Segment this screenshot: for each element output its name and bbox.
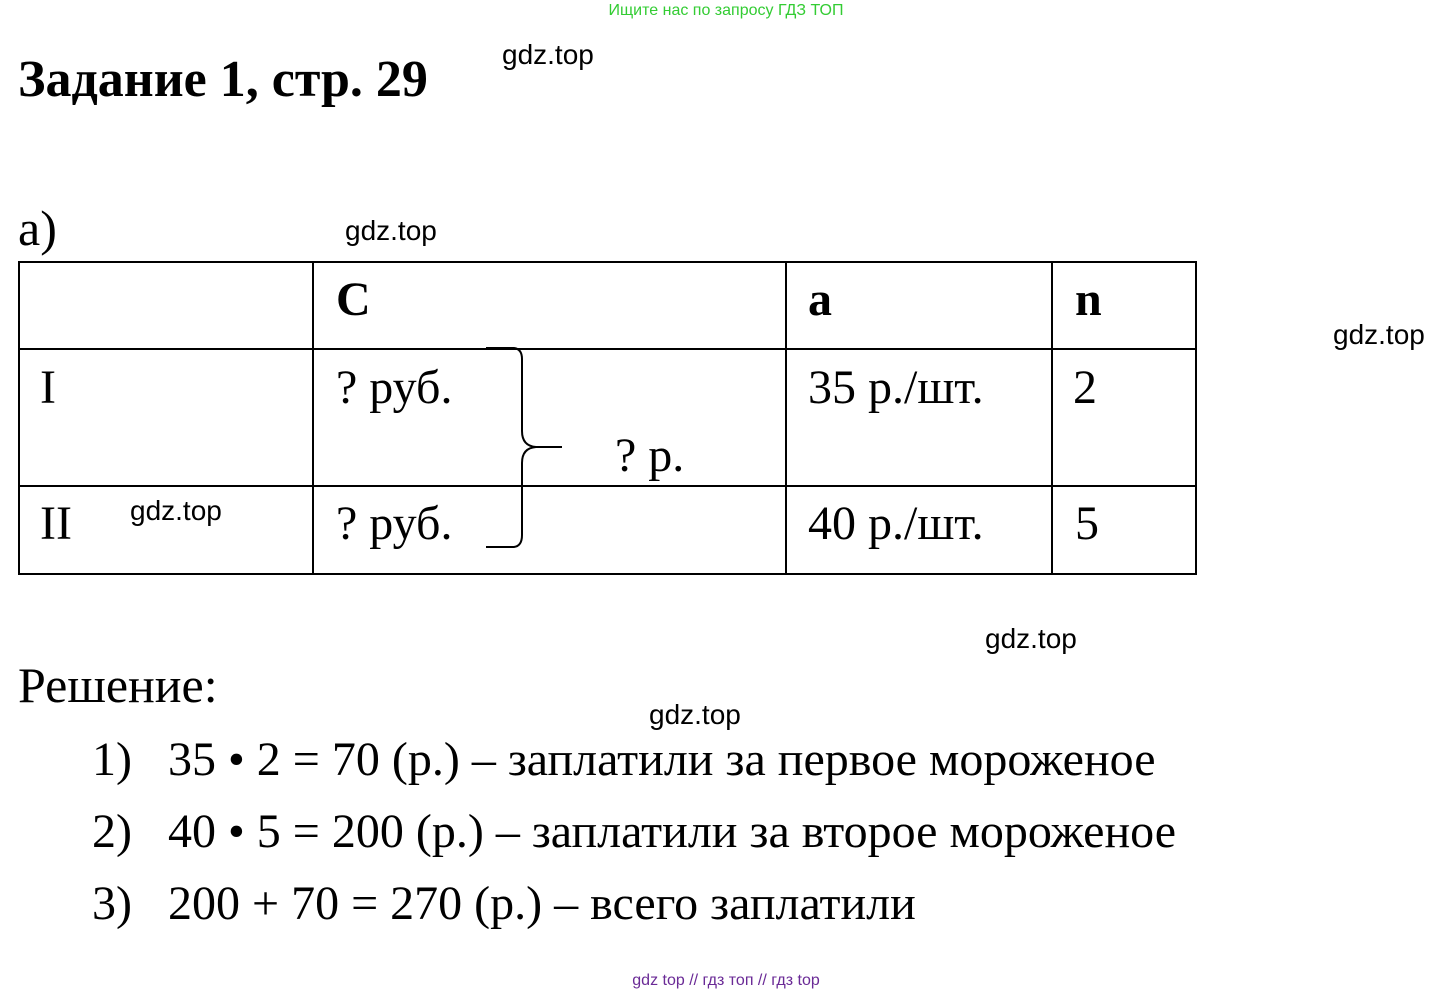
table-header-count: n	[1075, 273, 1102, 326]
table-cell-price: 40 р./шт.	[808, 497, 984, 550]
table-cell-count: 5	[1075, 497, 1099, 550]
step-text: 35 • 2 = 70 (р.) – заплатили за первое мороженое	[168, 733, 1156, 786]
footer-links[interactable]: gdz top // гдз топ // гдз top	[632, 972, 820, 989]
table-border-right	[1195, 261, 1197, 575]
watermark: gdz.top	[649, 699, 741, 730]
brace-total-label: ? р.	[615, 429, 685, 482]
watermark: gdz.top	[502, 39, 594, 70]
step-text: 40 • 5 = 200 (р.) – заплатили за второе мороженое	[168, 805, 1177, 858]
top-banner: Ищите нас по запросу ГДЗ ТОП	[608, 2, 844, 19]
table-header-cost: С	[336, 273, 371, 326]
table-header-price: а	[808, 273, 832, 326]
watermark: gdz.top	[130, 495, 222, 526]
table-row-label: II	[40, 497, 72, 550]
table-row-label: I	[40, 361, 56, 414]
step-number: 1)	[92, 733, 132, 786]
step-number: 3)	[92, 877, 132, 930]
solution-step	[92, 803, 1176, 861]
table-cell-cost: ? руб.	[336, 361, 453, 414]
solution-heading: Решение:	[18, 657, 218, 713]
table-col-divider	[1051, 261, 1053, 575]
table-cell-price: 35 р./шт.	[808, 361, 984, 414]
part-label: а)	[18, 200, 57, 256]
table-col-divider	[312, 261, 314, 575]
step-text: 200 + 70 = 270 (р.) – всего заплатили	[168, 877, 916, 930]
table-border-left	[18, 261, 20, 575]
table-row-divider	[18, 485, 1197, 487]
watermark: gdz.top	[345, 215, 437, 246]
watermark: gdz.top	[1333, 319, 1425, 350]
table-col-divider	[785, 261, 787, 575]
table-cell-cost: ? руб.	[336, 497, 453, 550]
solution-step	[92, 731, 1156, 789]
table-border-bottom	[18, 573, 1197, 575]
solution-step	[92, 875, 916, 933]
step-number: 2)	[92, 805, 132, 858]
table-row-divider	[18, 348, 1197, 350]
page-title: Задание 1, стр. 29	[18, 51, 428, 108]
table-border-top	[18, 261, 1197, 263]
curly-brace-icon	[480, 343, 570, 553]
table-cell-count: 2	[1073, 361, 1097, 414]
watermark: gdz.top	[985, 623, 1077, 654]
